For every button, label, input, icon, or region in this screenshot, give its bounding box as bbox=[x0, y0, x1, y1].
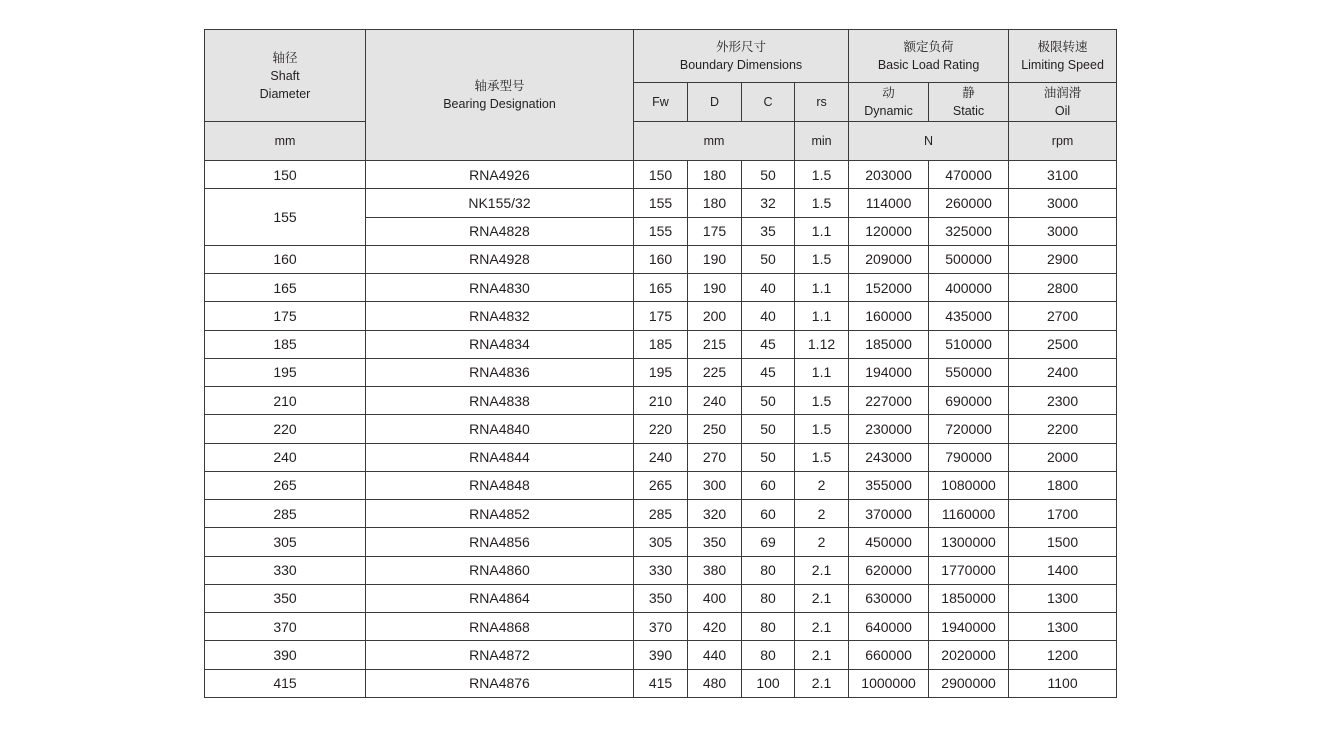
static-cell: 720000 bbox=[929, 415, 1009, 443]
speed-cell: 2400 bbox=[1009, 358, 1117, 386]
table-row bbox=[205, 302, 1117, 330]
designation-cell: RNA4876 bbox=[366, 669, 634, 697]
c-cell: 50 bbox=[742, 415, 795, 443]
d-cell: 440 bbox=[688, 641, 742, 669]
static-cell: 400000 bbox=[929, 274, 1009, 302]
rs-cell: 1.5 bbox=[795, 443, 849, 471]
shaft-zh-label: 轴径 bbox=[272, 50, 298, 65]
dynamic-cell: 160000 bbox=[849, 302, 929, 330]
dynamic-cell: 1000000 bbox=[849, 669, 929, 697]
c-cell: 60 bbox=[742, 471, 795, 499]
diameter-en-label: Diameter bbox=[259, 86, 311, 101]
designation-cell: NK155/32 bbox=[366, 189, 634, 217]
rs-cell: 1.5 bbox=[795, 161, 849, 189]
rs-cell: 1.5 bbox=[795, 415, 849, 443]
rs-cell: 2 bbox=[795, 471, 849, 499]
speed-en-label: Limiting Speed bbox=[1021, 58, 1104, 72]
fw-cell: 285 bbox=[634, 500, 688, 528]
c-cell: 45 bbox=[742, 358, 795, 386]
designation-cell: RNA4928 bbox=[366, 245, 634, 273]
static-cell: 500000 bbox=[929, 245, 1009, 273]
speed-cell: 1500 bbox=[1009, 528, 1117, 556]
shaft-cell: 370 bbox=[205, 613, 366, 641]
boundary-en-label: Boundary Dimensions bbox=[679, 58, 803, 72]
shaft-cell: 220 bbox=[205, 415, 366, 443]
table-row bbox=[205, 274, 1117, 302]
table-row bbox=[205, 330, 1117, 358]
designation-cell: RNA4868 bbox=[366, 613, 634, 641]
static-cell: 470000 bbox=[929, 161, 1009, 189]
d-cell: 190 bbox=[688, 274, 742, 302]
rs-cell: 1.1 bbox=[795, 217, 849, 245]
dynamic-zh-label: 动 bbox=[882, 86, 895, 100]
table-row bbox=[205, 584, 1117, 612]
dynamic-cell: 660000 bbox=[849, 641, 929, 669]
static-column-header bbox=[929, 83, 1009, 122]
rs-cell: 2.1 bbox=[795, 613, 849, 641]
speed-cell: 2000 bbox=[1009, 443, 1117, 471]
d-cell: 320 bbox=[688, 500, 742, 528]
c-cell: 50 bbox=[742, 387, 795, 415]
d-cell: 190 bbox=[688, 245, 742, 273]
designation-cell: RNA4836 bbox=[366, 358, 634, 386]
static-cell: 690000 bbox=[929, 387, 1009, 415]
fw-cell: 330 bbox=[634, 556, 688, 584]
rs-cell: 1.5 bbox=[795, 245, 849, 273]
table-row bbox=[205, 189, 1117, 217]
speed-cell: 1300 bbox=[1009, 584, 1117, 612]
shaft-en-label: Shaft bbox=[270, 68, 300, 83]
rs-cell: 2 bbox=[795, 528, 849, 556]
static-cell: 1160000 bbox=[929, 500, 1009, 528]
rs-cell: 2.1 bbox=[795, 556, 849, 584]
d-column-header: D bbox=[688, 83, 742, 122]
dynamic-cell: 203000 bbox=[849, 161, 929, 189]
static-cell: 325000 bbox=[929, 217, 1009, 245]
static-cell: 2020000 bbox=[929, 641, 1009, 669]
d-cell: 180 bbox=[688, 189, 742, 217]
shaft-diameter-header bbox=[205, 30, 366, 122]
speed-cell: 2500 bbox=[1009, 330, 1117, 358]
speed-cell: 1100 bbox=[1009, 669, 1117, 697]
speed-cell: 3100 bbox=[1009, 161, 1117, 189]
c-cell: 35 bbox=[742, 217, 795, 245]
designation-cell: RNA4830 bbox=[366, 274, 634, 302]
dynamic-column-header bbox=[849, 83, 929, 122]
c-cell: 45 bbox=[742, 330, 795, 358]
speed-cell: 3000 bbox=[1009, 217, 1117, 245]
bearing-designation-header bbox=[366, 30, 634, 161]
designation-cell: RNA4848 bbox=[366, 471, 634, 499]
table-body bbox=[205, 161, 1117, 698]
speed-cell: 2200 bbox=[1009, 415, 1117, 443]
fw-cell: 350 bbox=[634, 584, 688, 612]
rs-cell: 1.1 bbox=[795, 302, 849, 330]
fw-cell: 155 bbox=[634, 217, 688, 245]
shaft-cell: 330 bbox=[205, 556, 366, 584]
table-row bbox=[205, 528, 1117, 556]
header-units-row bbox=[205, 122, 1117, 161]
d-cell: 175 bbox=[688, 217, 742, 245]
dimensions-unit: mm bbox=[634, 122, 795, 161]
fw-cell: 160 bbox=[634, 245, 688, 273]
dynamic-en-label: Dynamic bbox=[864, 104, 913, 118]
shaft-cell: 160 bbox=[205, 245, 366, 273]
fw-cell: 195 bbox=[634, 358, 688, 386]
c-cell: 69 bbox=[742, 528, 795, 556]
dynamic-cell: 450000 bbox=[849, 528, 929, 556]
table-row bbox=[205, 613, 1117, 641]
c-cell: 80 bbox=[742, 613, 795, 641]
dynamic-cell: 227000 bbox=[849, 387, 929, 415]
shaft-cell: 185 bbox=[205, 330, 366, 358]
speed-cell: 1200 bbox=[1009, 641, 1117, 669]
dynamic-cell: 152000 bbox=[849, 274, 929, 302]
c-cell: 80 bbox=[742, 584, 795, 612]
shaft-cell: 210 bbox=[205, 387, 366, 415]
dynamic-cell: 640000 bbox=[849, 613, 929, 641]
rs-column-header: rs bbox=[795, 83, 849, 122]
table-row bbox=[205, 387, 1117, 415]
fw-cell: 220 bbox=[634, 415, 688, 443]
c-cell: 100 bbox=[742, 669, 795, 697]
rs-cell: 1.5 bbox=[795, 189, 849, 217]
c-cell: 80 bbox=[742, 641, 795, 669]
shaft-cell: 165 bbox=[205, 274, 366, 302]
dynamic-cell: 355000 bbox=[849, 471, 929, 499]
static-cell: 790000 bbox=[929, 443, 1009, 471]
shaft-cell: 305 bbox=[205, 528, 366, 556]
table-header bbox=[205, 30, 1117, 161]
shaft-cell: 265 bbox=[205, 471, 366, 499]
d-cell: 300 bbox=[688, 471, 742, 499]
c-cell: 50 bbox=[742, 161, 795, 189]
static-cell: 1850000 bbox=[929, 584, 1009, 612]
shaft-cell: 155 bbox=[205, 189, 366, 246]
static-cell: 1770000 bbox=[929, 556, 1009, 584]
designation-cell: RNA4840 bbox=[366, 415, 634, 443]
static-cell: 550000 bbox=[929, 358, 1009, 386]
d-cell: 215 bbox=[688, 330, 742, 358]
c-cell: 60 bbox=[742, 500, 795, 528]
designation-cell: RNA4844 bbox=[366, 443, 634, 471]
dynamic-cell: 209000 bbox=[849, 245, 929, 273]
designation-cell: RNA4856 bbox=[366, 528, 634, 556]
speed-cell: 3000 bbox=[1009, 189, 1117, 217]
c-column-header: C bbox=[742, 83, 795, 122]
designation-cell: RNA4838 bbox=[366, 387, 634, 415]
c-cell: 50 bbox=[742, 443, 795, 471]
dynamic-cell: 185000 bbox=[849, 330, 929, 358]
static-cell: 2900000 bbox=[929, 669, 1009, 697]
table-row bbox=[205, 443, 1117, 471]
speed-zh-label: 极限转速 bbox=[1037, 40, 1088, 54]
boundary-dimensions-header bbox=[634, 30, 849, 83]
fw-cell: 305 bbox=[634, 528, 688, 556]
fw-cell: 265 bbox=[634, 471, 688, 499]
designation-cell: RNA4828 bbox=[366, 217, 634, 245]
dynamic-cell: 114000 bbox=[849, 189, 929, 217]
rs-unit: min bbox=[795, 122, 849, 161]
shaft-cell: 390 bbox=[205, 641, 366, 669]
table-row bbox=[205, 556, 1117, 584]
shaft-cell: 350 bbox=[205, 584, 366, 612]
table-row bbox=[205, 245, 1117, 273]
shaft-cell: 240 bbox=[205, 443, 366, 471]
static-cell: 260000 bbox=[929, 189, 1009, 217]
fw-cell: 185 bbox=[634, 330, 688, 358]
table-row bbox=[205, 415, 1117, 443]
static-cell: 1940000 bbox=[929, 613, 1009, 641]
dynamic-cell: 370000 bbox=[849, 500, 929, 528]
speed-cell: 2300 bbox=[1009, 387, 1117, 415]
table-row bbox=[205, 669, 1117, 697]
load-unit: N bbox=[849, 122, 1009, 161]
table-row bbox=[205, 641, 1117, 669]
static-zh-label: 静 bbox=[962, 86, 975, 100]
fw-cell: 240 bbox=[634, 443, 688, 471]
limiting-speed-header bbox=[1009, 30, 1117, 83]
designation-cell: RNA4926 bbox=[366, 161, 634, 189]
header-row-1 bbox=[205, 30, 1117, 83]
d-cell: 380 bbox=[688, 556, 742, 584]
rs-cell: 1.5 bbox=[795, 387, 849, 415]
shaft-cell: 175 bbox=[205, 302, 366, 330]
rs-cell: 2.1 bbox=[795, 584, 849, 612]
dynamic-cell: 620000 bbox=[849, 556, 929, 584]
c-cell: 40 bbox=[742, 302, 795, 330]
table-row bbox=[205, 161, 1117, 189]
designation-cell: RNA4832 bbox=[366, 302, 634, 330]
fw-cell: 210 bbox=[634, 387, 688, 415]
load-en-label: Basic Load Rating bbox=[877, 58, 980, 72]
fw-column-header: Fw bbox=[634, 83, 688, 122]
c-cell: 32 bbox=[742, 189, 795, 217]
speed-cell: 2800 bbox=[1009, 274, 1117, 302]
fw-cell: 175 bbox=[634, 302, 688, 330]
dynamic-cell: 230000 bbox=[849, 415, 929, 443]
static-cell: 1300000 bbox=[929, 528, 1009, 556]
table-row bbox=[205, 358, 1117, 386]
rs-cell: 2.1 bbox=[795, 641, 849, 669]
static-en-label: Static bbox=[952, 104, 985, 118]
dynamic-cell: 194000 bbox=[849, 358, 929, 386]
d-cell: 250 bbox=[688, 415, 742, 443]
bearing-spec-table bbox=[204, 29, 1117, 698]
shaft-cell: 285 bbox=[205, 500, 366, 528]
shaft-cell: 195 bbox=[205, 358, 366, 386]
speed-cell: 2900 bbox=[1009, 245, 1117, 273]
c-cell: 40 bbox=[742, 274, 795, 302]
table-row bbox=[205, 471, 1117, 499]
shaft-cell: 415 bbox=[205, 669, 366, 697]
d-cell: 225 bbox=[688, 358, 742, 386]
speed-cell: 1700 bbox=[1009, 500, 1117, 528]
designation-cell: RNA4860 bbox=[366, 556, 634, 584]
designation-cell: RNA4864 bbox=[366, 584, 634, 612]
static-cell: 1080000 bbox=[929, 471, 1009, 499]
d-cell: 270 bbox=[688, 443, 742, 471]
speed-cell: 1400 bbox=[1009, 556, 1117, 584]
dynamic-cell: 120000 bbox=[849, 217, 929, 245]
dynamic-cell: 243000 bbox=[849, 443, 929, 471]
designation-zh-label: 轴承型号 bbox=[474, 79, 525, 93]
speed-unit: rpm bbox=[1009, 122, 1117, 161]
speed-cell: 1800 bbox=[1009, 471, 1117, 499]
basic-load-rating-header bbox=[849, 30, 1009, 83]
speed-cell: 2700 bbox=[1009, 302, 1117, 330]
fw-cell: 155 bbox=[634, 189, 688, 217]
oil-zh-label: 油润滑 bbox=[1043, 86, 1082, 100]
rs-cell: 1.1 bbox=[795, 274, 849, 302]
table-row bbox=[205, 500, 1117, 528]
d-cell: 480 bbox=[688, 669, 742, 697]
designation-en-label: Bearing Designation bbox=[443, 97, 556, 111]
fw-cell: 165 bbox=[634, 274, 688, 302]
rs-cell: 1.12 bbox=[795, 330, 849, 358]
load-zh-label: 额定负荷 bbox=[903, 40, 954, 54]
boundary-zh-label: 外形尺寸 bbox=[716, 40, 767, 54]
c-cell: 50 bbox=[742, 245, 795, 273]
d-cell: 180 bbox=[688, 161, 742, 189]
designation-cell: RNA4834 bbox=[366, 330, 634, 358]
rs-cell: 2 bbox=[795, 500, 849, 528]
c-cell: 80 bbox=[742, 556, 795, 584]
designation-cell: RNA4852 bbox=[366, 500, 634, 528]
static-cell: 510000 bbox=[929, 330, 1009, 358]
fw-cell: 370 bbox=[634, 613, 688, 641]
fw-cell: 150 bbox=[634, 161, 688, 189]
fw-cell: 415 bbox=[634, 669, 688, 697]
d-cell: 350 bbox=[688, 528, 742, 556]
d-cell: 420 bbox=[688, 613, 742, 641]
rs-cell: 1.1 bbox=[795, 358, 849, 386]
rs-cell: 2.1 bbox=[795, 669, 849, 697]
d-cell: 240 bbox=[688, 387, 742, 415]
shaft-cell: 150 bbox=[205, 161, 366, 189]
shaft-unit: mm bbox=[205, 122, 366, 161]
oil-column-header bbox=[1009, 83, 1117, 122]
d-cell: 400 bbox=[688, 584, 742, 612]
speed-cell: 1300 bbox=[1009, 613, 1117, 641]
d-cell: 200 bbox=[688, 302, 742, 330]
oil-en-label: Oil bbox=[1054, 104, 1071, 118]
static-cell: 435000 bbox=[929, 302, 1009, 330]
designation-cell: RNA4872 bbox=[366, 641, 634, 669]
fw-cell: 390 bbox=[634, 641, 688, 669]
dynamic-cell: 630000 bbox=[849, 584, 929, 612]
